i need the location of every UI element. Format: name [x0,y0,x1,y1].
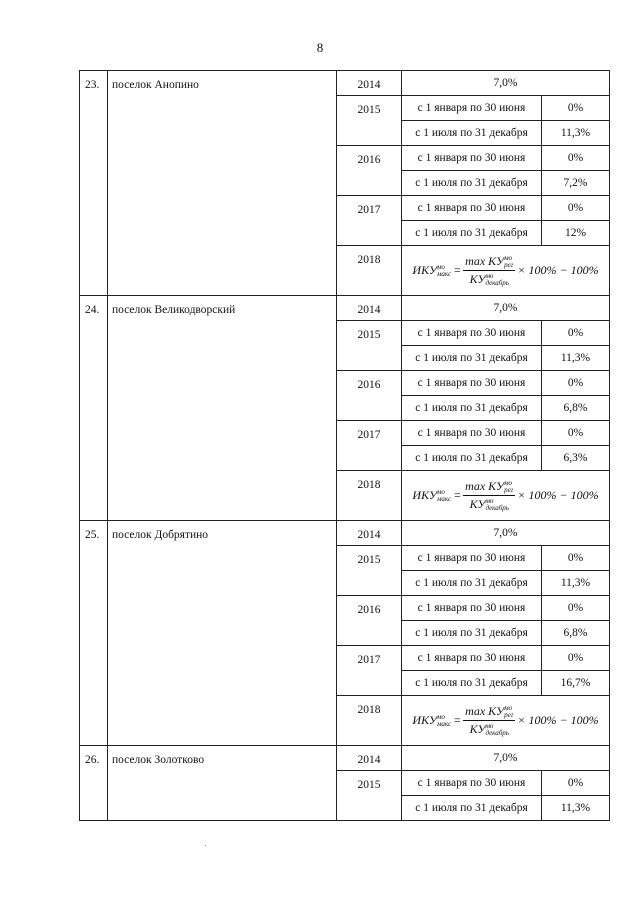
formula-cell [402,471,610,521]
page-number: 8 [316,40,324,55]
period-first-half: с 1 января по 30 июня [402,321,542,346]
value-second-half: 11,3% [542,796,610,821]
period-first-half: с 1 января по 30 июня [402,371,542,396]
index-formula [402,704,609,738]
formula-den-main: КУ [469,272,486,286]
year-cell: 2018 [337,471,402,521]
value-second-half: 12% [542,221,610,246]
value-second-half: 11,3% [542,346,610,371]
period-first-half: с 1 января по 30 июня [402,596,542,621]
formula-num-main: max КУ [465,478,505,493]
formula-den-main: КУ [469,722,486,736]
period-second-half: с 1 июля по 31 декабря [402,121,542,146]
year-cell: 2015 [337,771,402,821]
year-cell: 2014 [337,296,402,321]
entry-number: 25. [80,521,108,746]
year-cell: 2017 [337,421,402,471]
index-formula [402,479,609,513]
formula-num-main: max КУ [465,703,505,718]
value-second-half: 6,3% [542,446,610,471]
period-second-half: с 1 июля по 31 декабря [402,571,542,596]
year-cell: 2014 [337,746,402,771]
settlement-name: поселок Золотково [108,746,337,821]
settlement-name: поселок Добрятино [108,521,337,746]
value-first-half: 0% [542,421,610,446]
formula-num-sup: мо [504,704,513,712]
formula-tail: × 100% − 100% [517,488,599,502]
period-first-half: с 1 января по 30 июня [402,646,542,671]
year-cell: 2014 [337,71,402,96]
value-first-half: 0% [542,371,610,396]
period-second-half: с 1 июля по 31 декабря [402,221,542,246]
formula-numerator [463,479,515,496]
formula-eq: = [453,713,462,727]
formula-lhs: ИКУ [412,263,437,277]
formula-lhs: ИКУ [412,488,437,502]
formula-tail: × 100% − 100% [517,263,599,277]
year-cell: 2015 [337,96,402,146]
year-cell: 2015 [337,546,402,596]
period-first-half: с 1 января по 30 июня [402,146,542,171]
formula-den-sup: мо [485,272,494,281]
formula-num-sup: мо [504,254,513,262]
period-first-half: с 1 января по 30 июня [402,196,542,221]
formula-denominator [468,496,511,512]
formula-num-main: max КУ [465,253,505,268]
period-second-half: с 1 июля по 31 декабря [402,346,542,371]
entry-number: 24. [80,296,108,521]
formula-eq: = [453,488,462,502]
year-cell: 2014 [337,521,402,546]
value-first-half: 0% [542,321,610,346]
formula-den-sup: мо [485,497,494,506]
value-second-half: 7,2% [542,171,610,196]
formula-num-sub: рег [504,486,514,494]
value-first-half: 0% [542,146,610,171]
entry-number: 23. [80,71,108,296]
table-row [80,521,610,546]
table-row [80,746,610,771]
formula-denominator [468,721,511,737]
period-first-half: с 1 января по 30 июня [402,546,542,571]
value-first-half: 0% [542,771,610,796]
formula-tail: × 100% − 100% [517,713,599,727]
formula-numerator [463,704,515,721]
rate-2014: 7,0% [402,296,610,321]
index-formula [402,254,609,288]
formula-den-main: КУ [469,497,486,511]
year-cell: 2015 [337,321,402,371]
table-row [80,71,610,96]
formula-numerator [463,254,515,271]
formula-lhs-sub: макс [436,269,452,278]
value-first-half: 0% [542,646,610,671]
period-first-half: с 1 января по 30 июня [402,771,542,796]
rate-2014: 7,0% [402,521,610,546]
value-first-half: 0% [542,596,610,621]
formula-eq: = [453,263,462,277]
formula-lhs-sup: мо [436,712,445,721]
formula-num-sub: рег [504,711,514,719]
year-cell: 2016 [337,371,402,421]
period-second-half: с 1 июля по 31 декабря [402,446,542,471]
settlement-name: поселок Анопино [108,71,337,296]
period-first-half: с 1 января по 30 июня [402,96,542,121]
settlement-name: поселок Великодворский [108,296,337,521]
formula-den-sub: декабрь [485,504,509,513]
year-cell: 2018 [337,246,402,296]
period-first-half: с 1 января по 30 июня [402,421,542,446]
formula-denominator [468,271,511,287]
formula-lhs: ИКУ [412,713,437,727]
formula-den-sup: мо [485,722,494,731]
value-first-half: 0% [542,196,610,221]
formula-lhs-sup: мо [436,262,445,271]
table-row [80,296,610,321]
formula-fraction [463,479,515,513]
value-first-half: 0% [542,546,610,571]
stray-mark [205,845,206,846]
formula-fraction [463,704,515,738]
year-cell: 2016 [337,146,402,196]
year-cell: 2018 [337,696,402,746]
rate-2014: 7,0% [402,71,610,96]
period-second-half: с 1 июля по 31 декабря [402,396,542,421]
value-second-half: 16,7% [542,671,610,696]
formula-lhs-sup: мо [436,487,445,496]
tariff-table [79,70,610,821]
formula-num-sub: рег [504,261,514,269]
value-second-half: 11,3% [542,121,610,146]
period-second-half: с 1 июля по 31 декабря [402,796,542,821]
value-second-half: 11,3% [542,571,610,596]
formula-cell [402,696,610,746]
value-second-half: 6,8% [542,396,610,421]
value-second-half: 6,8% [542,621,610,646]
formula-cell [402,246,610,296]
formula-fraction [463,254,515,288]
rate-2014: 7,0% [402,746,610,771]
year-cell: 2017 [337,196,402,246]
value-first-half: 0% [542,96,610,121]
period-second-half: с 1 июля по 31 декабря [402,621,542,646]
year-cell: 2016 [337,596,402,646]
formula-num-sup: мо [504,479,513,487]
formula-lhs-sub: макс [436,494,452,503]
formula-lhs-sub: макс [436,719,452,728]
year-cell: 2017 [337,646,402,696]
entry-number: 26. [80,746,108,821]
period-second-half: с 1 июля по 31 декабря [402,671,542,696]
formula-den-sub: декабрь [485,729,509,738]
period-second-half: с 1 июля по 31 декабря [402,171,542,196]
formula-den-sub: декабрь [485,279,509,288]
